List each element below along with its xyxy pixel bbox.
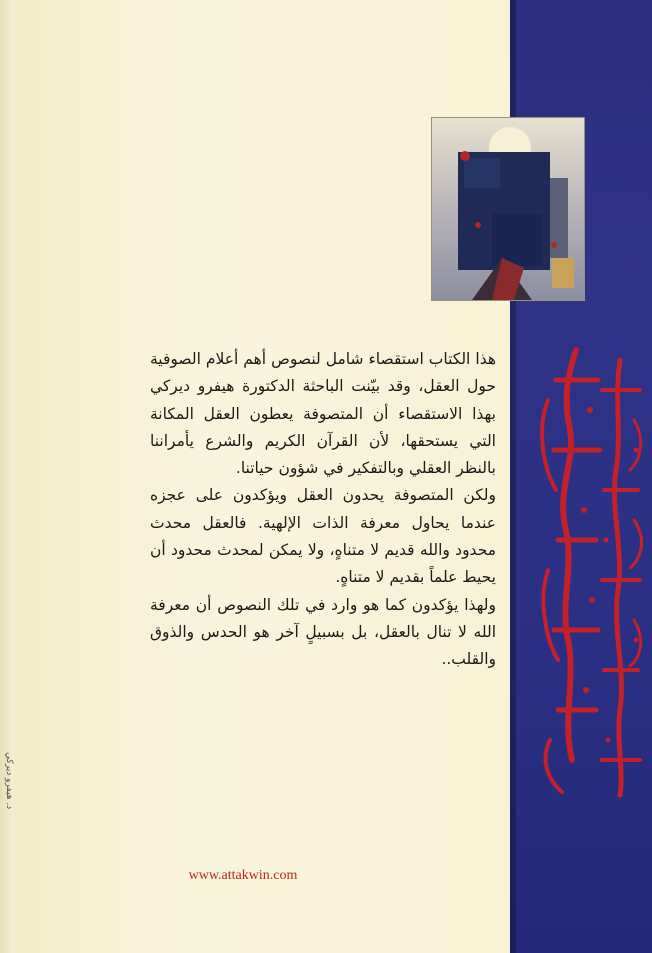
cover-artwork [432, 118, 584, 300]
blurb-paragraph: ولكن المتصوفة يحدون العقل ويؤكدون على عجزه عندما يحاول معرفة الذات الإلهية. فالعقل محدث محدود والله قديم لا متناهٍ، ولا يمكن لمحدث محدود أن يحيط علماً بقديم لا متناهٍ. [150, 486, 496, 587]
spine-edge-text: د. هيفرو ديركي [4, 752, 14, 810]
blurb-text [150, 346, 496, 674]
title-calligraphy [536, 340, 652, 800]
spine-edge [0, 0, 14, 953]
publisher-website[interactable]: www.attakwin.com [188, 868, 298, 883]
blurb-paragraph: ولهذا يؤكدون كما هو وارد في تلك النصوص أن معرفة الله لا تنال بالعقل، بل بسبيلٍ آخر هو الحدس والذوق والقلب.. [150, 595, 496, 669]
blurb-paragraph: هذا الكتاب استقصاء شامل لنصوص أهم أعلام الصوفية حول العقل، وقد بيّنت الباحثة الدكتورة هيفرو ديركي بهذا الاستقصاء أن المتصوفة يعطون العقل المكانة التي يستحقها، لأن القرآن الكريم والشرع يأمراننا بالنظر العقلي وبالتفكير في شؤون حياتنا. [150, 350, 496, 478]
